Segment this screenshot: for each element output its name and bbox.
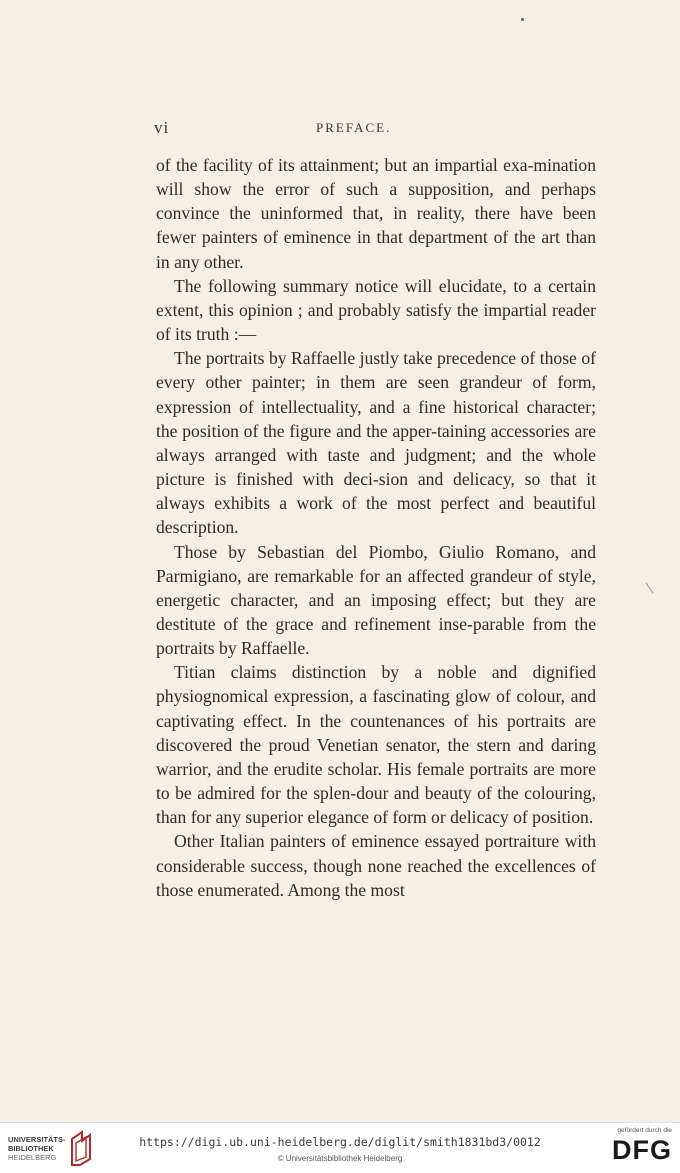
page-number: vi [154, 118, 170, 137]
paragraph-3: The portraits by Raffaelle justly take precedence of those of every other painter; in them are seen grandeur of form, expression of intellectuality, and a fine historical character; the position of the figure and the apper-taining accessories are always arranged with taste and judgment; and the whole picture is finished with deci-sion and delicacy, so that it always exhibits a work of the most perfect and beautiful description. [156, 348, 596, 538]
dfg-funding-block[interactable] [592, 1127, 672, 1165]
paragraph-5: Titian claims distinction by a noble and dignified physiognomical expression, a fascinating glow of colour, and captivating effect. In the countenances of his portraits are discovered the proud Venetian senator, the stern and daring warrior, and the erudite scholar. His female portraits are more to be admired for the splen-dour and beauty of the colouring, than for any superior elegance of form or delicacy of position. [156, 662, 596, 828]
dfg-logo-icon: DFG [612, 1135, 672, 1165]
pencil-mark [645, 582, 655, 594]
university-line-1: UNIVERSITÄTS- [8, 1135, 66, 1144]
university-line-2: BIBLIOTHEK [8, 1144, 54, 1153]
body-text [156, 153, 596, 902]
copyright-text: © Universitätsbibliothek Heidelberg [277, 1154, 403, 1163]
scan-speck [521, 18, 524, 21]
paragraph-1: of the facility of its attainment; but an impartial exa-mination will show the error of such a supposition, and perhaps convince the uninformed that, in reality, there have been fewer painters of eminence in that department of the art than in any other. [156, 155, 596, 272]
paragraph-6: Other Italian painters of eminence essayed portraiture with considerable success, though none reached the excellences of those enumerated. Among the most [156, 831, 596, 900]
paragraph-4: Those by Sebastian del Piombo, Giulio Romano, and Parmigiano, are remarkable for an affected grandeur of style, energetic character, and an imposing effect; but they are destitute of the grace and refinement inse-parable from the portraits by Raffaelle. [156, 541, 596, 659]
running-head: PREFACE. [316, 120, 392, 135]
university-line-3: HEIDELBERG [8, 1153, 57, 1162]
permalink-url[interactable]: https://digi.ub.uni-heidelberg.de/diglit/smith1831bd3/0012 [139, 1135, 541, 1149]
paragraph-2: The following summary notice will elucidate, to a certain extent, this opinion ; and probably satisfy the impartial reader of its truth :— [156, 275, 596, 345]
footer-bar [0, 1122, 680, 1173]
funded-by-label: gefördert durch die [617, 1127, 672, 1134]
